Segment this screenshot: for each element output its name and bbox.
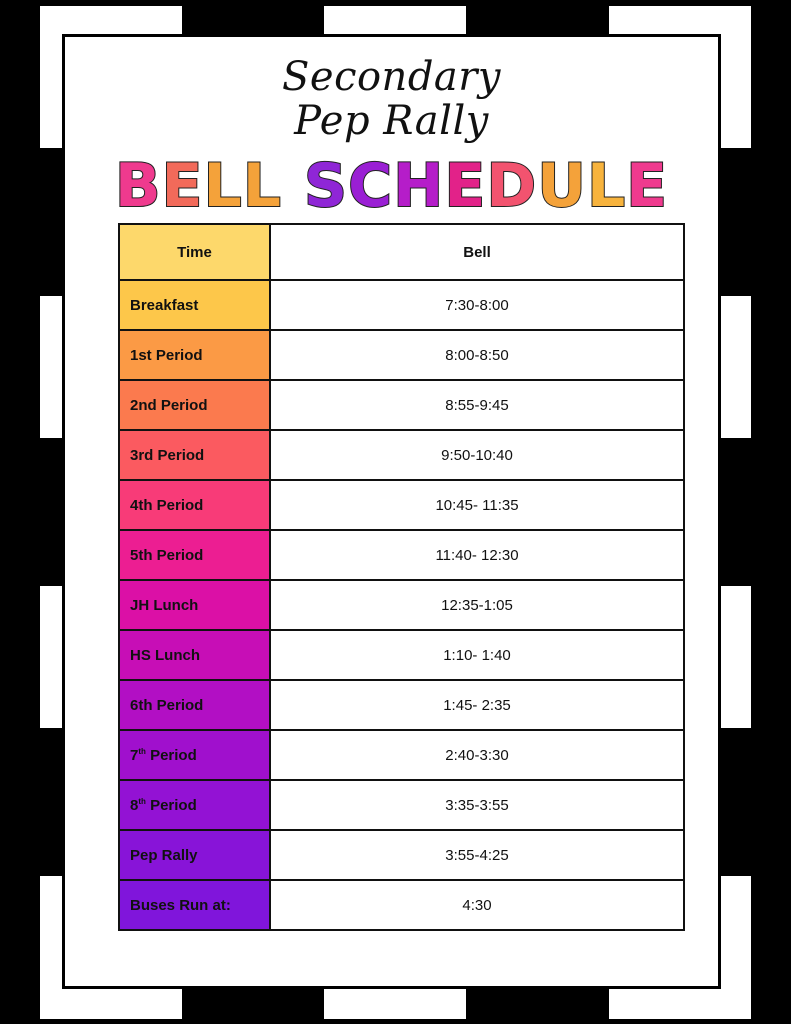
period-label: 1st Period (119, 330, 270, 380)
bell-schedule-table (118, 223, 685, 931)
period-time: 1:45- 2:35 (270, 680, 684, 730)
table-row (119, 430, 684, 480)
frame-stripe (324, 6, 466, 34)
period-label: 3rd Period (119, 430, 270, 480)
table-row (119, 830, 684, 880)
title-letter (282, 151, 304, 221)
frame-stripe (721, 876, 751, 1019)
table-row (119, 630, 684, 680)
title-letter: L (242, 151, 283, 221)
period-time: 7:30-8:00 (270, 280, 684, 330)
frame-stripe (721, 6, 751, 148)
frame-stripe (40, 296, 62, 438)
table-row (119, 880, 684, 930)
period-label: 6th Period (119, 680, 270, 730)
period-label: Breakfast (119, 280, 270, 330)
frame-stripe (40, 586, 62, 728)
period-time: 3:55-4:25 (270, 830, 684, 880)
period-time: 8:00-8:50 (270, 330, 684, 380)
table-row (119, 580, 684, 630)
frame-stripe (721, 586, 751, 728)
table-row (119, 480, 684, 530)
frame-stripe (40, 876, 62, 1019)
title-letter: H (393, 151, 445, 221)
period-label: Buses Run at: (119, 880, 270, 930)
subtitle-line-1: Secondary (282, 54, 501, 100)
page-title (65, 151, 718, 221)
table-header-row (119, 224, 684, 280)
table-row (119, 780, 684, 830)
table-row (119, 280, 684, 330)
title-letter: C (348, 151, 394, 221)
table-row (119, 330, 684, 380)
period-time: 4:30 (270, 880, 684, 930)
title-letter: D (486, 151, 538, 221)
frame-stripe (40, 6, 62, 148)
title-letter: B (114, 151, 162, 221)
time-column-header: Time (119, 224, 270, 280)
title-letter: L (203, 151, 243, 221)
period-label: HS Lunch (119, 630, 270, 680)
period-label: 2nd Period (119, 380, 270, 430)
period-label: Pep Rally (119, 830, 270, 880)
schedule-sheet (62, 34, 721, 989)
period-time: 10:45- 11:35 (270, 480, 684, 530)
period-time: 12:35-1:05 (270, 580, 684, 630)
table-row (119, 380, 684, 430)
title-letter: E (161, 151, 204, 221)
title-letter: L (586, 151, 627, 221)
table-row (119, 730, 684, 780)
frame-stripe (324, 989, 466, 1019)
frame-stripe (721, 296, 751, 438)
period-time: 9:50-10:40 (270, 430, 684, 480)
period-label: 8th Period (119, 780, 270, 830)
bell-column-header: Bell (270, 224, 684, 280)
period-time: 3:35-3:55 (270, 780, 684, 830)
period-label: 5th Period (119, 530, 270, 580)
table-row (119, 680, 684, 730)
period-label: 7th Period (119, 730, 270, 780)
title-letter: U (537, 151, 587, 221)
period-label: JH Lunch (119, 580, 270, 630)
period-time: 2:40-3:30 (270, 730, 684, 780)
period-time: 1:10- 1:40 (270, 630, 684, 680)
period-label: 4th Period (119, 480, 270, 530)
title-letter: E (626, 151, 669, 221)
title-letter: S (303, 151, 349, 221)
period-time: 8:55-9:45 (270, 380, 684, 430)
title-letter: E (444, 151, 487, 221)
subtitle-line-2: Pep Rally (294, 98, 489, 144)
period-time: 11:40- 12:30 (270, 530, 684, 580)
table-row (119, 530, 684, 580)
